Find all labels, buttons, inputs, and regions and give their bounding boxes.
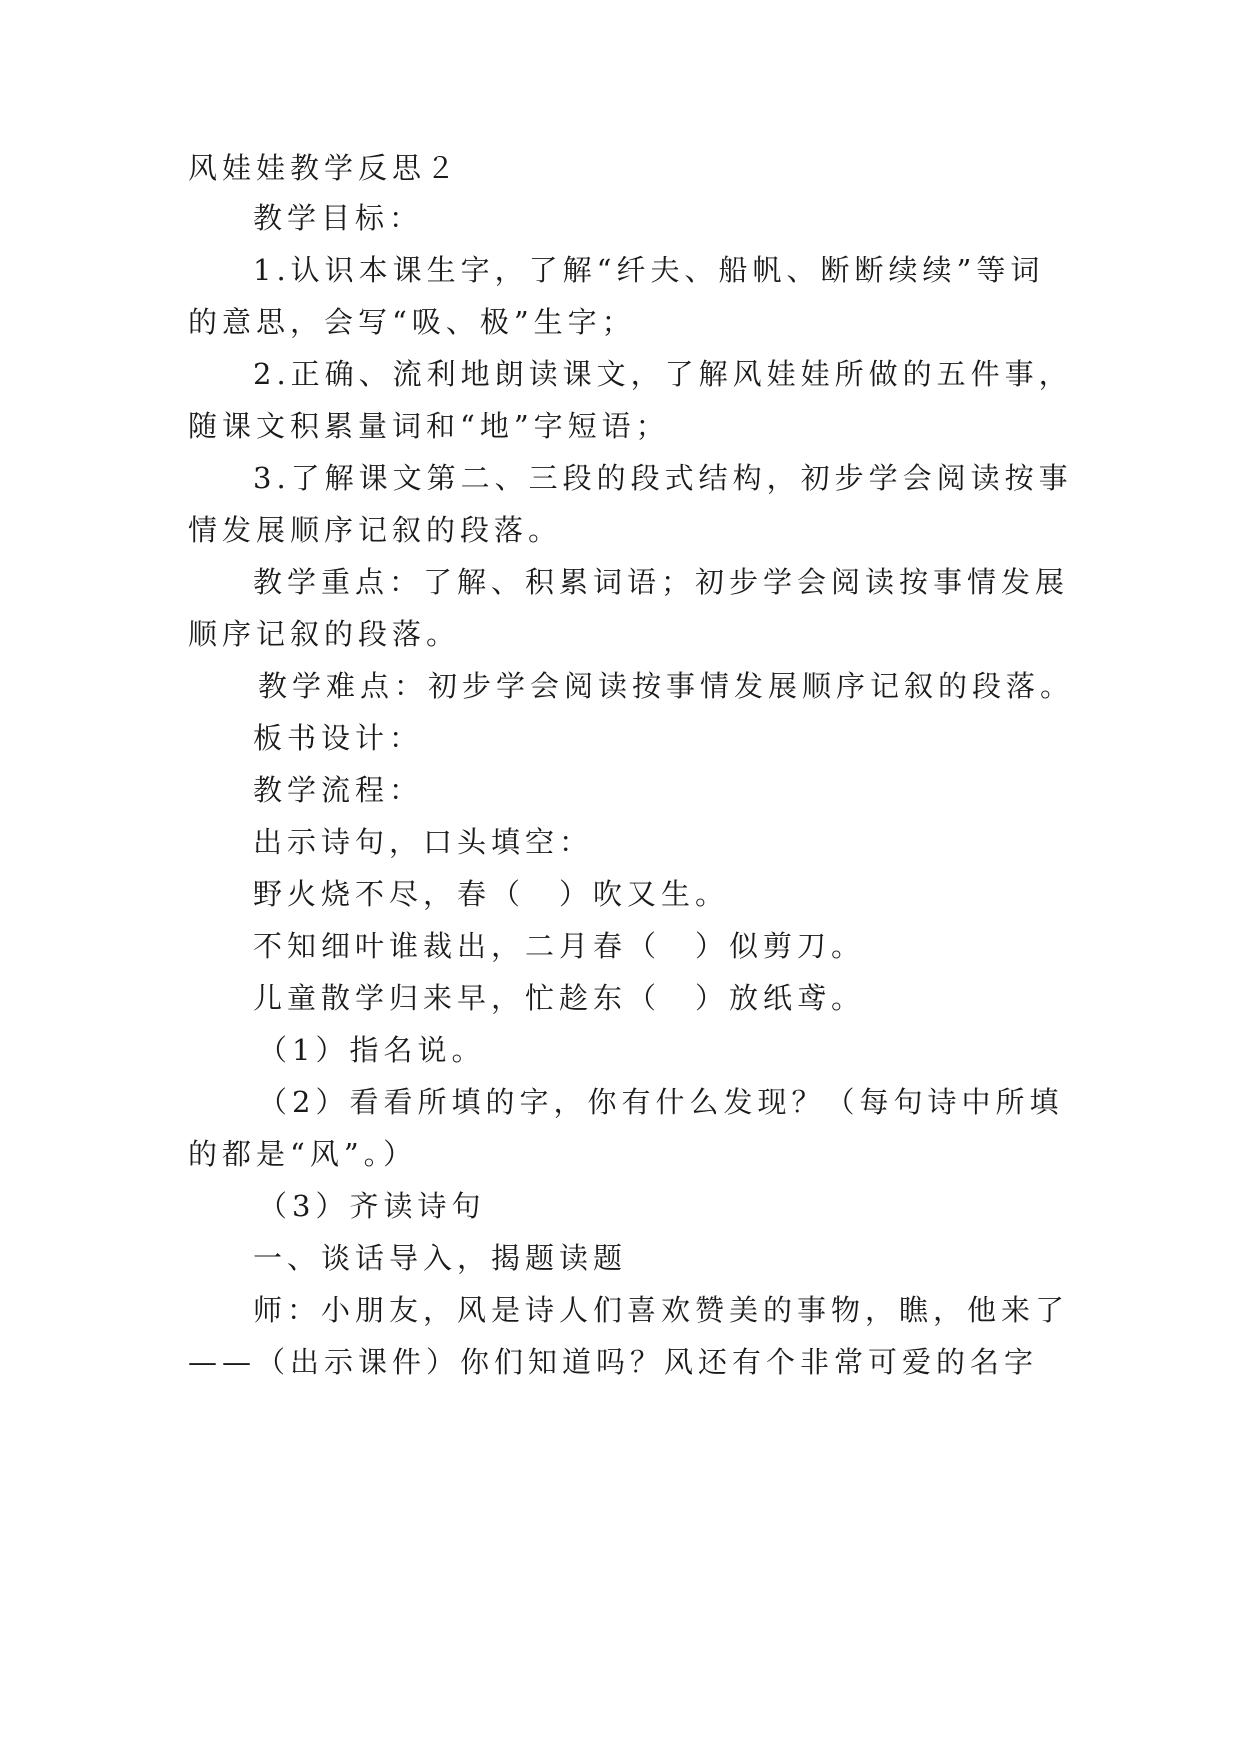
paragraph-line: 一、谈话导入，揭题读题 (253, 1241, 628, 1275)
paragraph-line: 儿童散学归来早，忙趁东（ ）放纸鸢。 (253, 981, 866, 1015)
paragraph-line: 的都是“风”。） (188, 1137, 418, 1171)
paragraph-line: 随课文积累量词和“地”字短语； (188, 409, 670, 443)
paragraph-line: 3.了解课文第二、三段的段式结构，初步学会阅读按事 (253, 461, 1073, 495)
paragraph-line: ——（出示课件）你们知道吗？风还有个非常可爱的名字 (188, 1345, 1039, 1379)
paragraph-line: 顺序记叙的段落。 (188, 617, 461, 651)
paragraph-line: 教学目标： (253, 201, 424, 235)
paragraph-line: 教学重点：了解、积累词语；初步学会阅读按事情发展 (253, 565, 1070, 599)
paragraph-line: 2.正确、流利地朗读课文，了解风娃娃所做的五件事， (253, 357, 1073, 391)
paragraph-line: 教学流程： (253, 773, 424, 807)
paragraph-line: 1.认识本课生字，了解“纤夫、船帆、断断续续”等词 (253, 253, 1045, 287)
paragraph-line: 野火烧不尽，春（ ）吹又生。 (253, 877, 730, 911)
paragraph-line: （3）齐读诗句 (258, 1189, 486, 1223)
paragraph-line: 不知细叶谁裁出，二月春（ ）似剪刀。 (253, 929, 866, 963)
document-title: 风娃娃教学反思２ (188, 151, 461, 185)
paragraph-line: 教学难点：初步学会阅读按事情发展顺序记叙的段落。 (258, 669, 1075, 703)
paragraph-line: （1）指名说。 (258, 1033, 486, 1067)
paragraph-line: 的意思，会写“吸、极”生字； (188, 305, 636, 339)
paragraph-line: 板书设计： (253, 721, 424, 755)
paragraph-line: 师：小朋友，风是诗人们喜欢赞美的事物，瞧，他来了 (253, 1293, 1070, 1327)
paragraph-line: 情发展顺序记叙的段落。 (188, 513, 563, 547)
paragraph-line: （2）看看所填的字，你有什么发现？（每句诗中所填 (258, 1085, 1064, 1119)
paragraph-line: 出示诗句，口头填空： (253, 825, 594, 859)
